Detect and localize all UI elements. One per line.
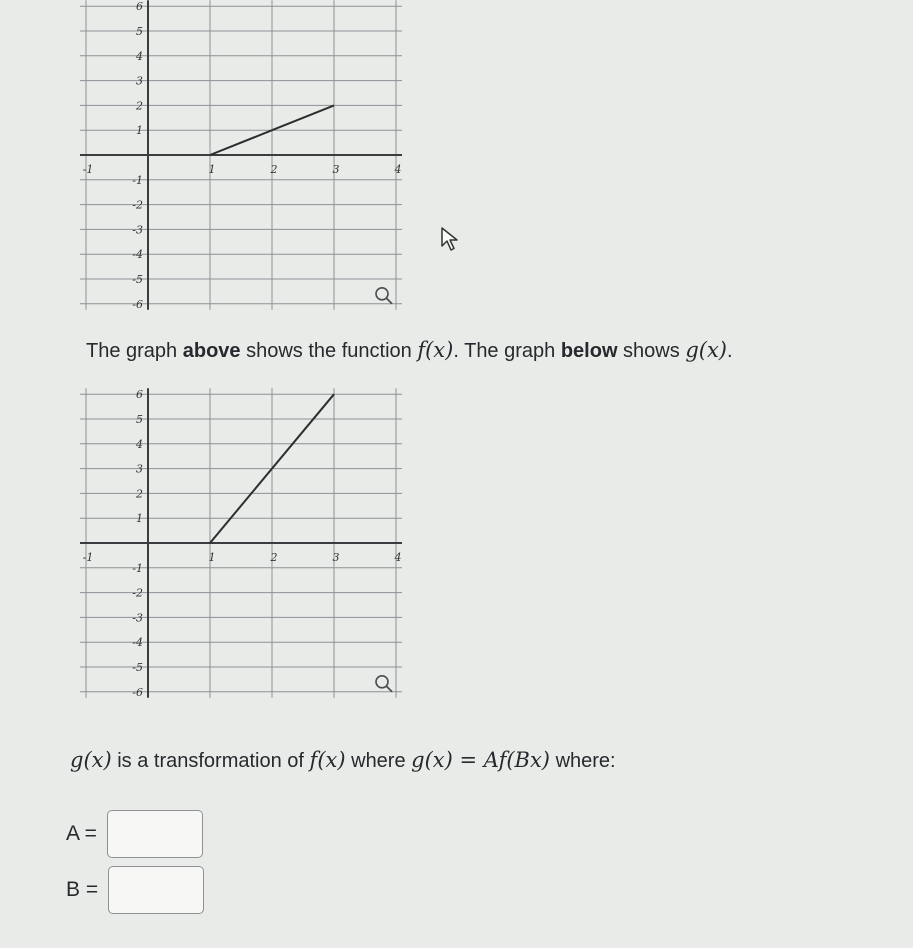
- graph-f-svg: [70, 0, 430, 330]
- a-input[interactable]: [107, 810, 203, 858]
- q-gx: g(x): [70, 748, 112, 772]
- y-tick-label: 2: [136, 99, 143, 113]
- y-tick-label: 1: [136, 124, 143, 138]
- y-tick-label: -6: [132, 297, 143, 311]
- x-tick-label: 3: [332, 163, 340, 176]
- y-tick-label: -3: [132, 223, 143, 237]
- y-tick-label: 5: [136, 25, 143, 38]
- desc-part: The graph: [86, 340, 183, 362]
- x-tick-label: 2: [270, 163, 278, 176]
- magnifier-handle: [386, 686, 392, 692]
- graph-g: [70, 388, 430, 718]
- graph-g-svg: [70, 388, 430, 718]
- y-tick-label: -3: [132, 611, 143, 625]
- desc-part: shows: [617, 340, 686, 362]
- q-fx: f(x): [309, 748, 346, 772]
- desc-below: below: [560, 340, 618, 362]
- y-tick-label: -2: [132, 198, 143, 212]
- y-tick-label: -6: [132, 685, 143, 699]
- y-tick-label: -1: [132, 173, 143, 187]
- desc-above: above: [182, 340, 241, 362]
- y-tick-label: 4: [136, 437, 143, 451]
- y-tick-label: -4: [132, 636, 143, 650]
- y-tick-label: 2: [136, 487, 143, 501]
- y-tick-label: 5: [136, 413, 143, 426]
- answer-row-b: [66, 866, 204, 914]
- desc-gx: g(x): [685, 338, 727, 362]
- x-tick-label: 3: [332, 551, 340, 564]
- y-tick-label: -2: [132, 586, 143, 600]
- y-tick-label: -4: [132, 248, 143, 262]
- x-tick-label: 4: [394, 551, 402, 564]
- mouse-cursor-icon: [440, 226, 462, 257]
- y-tick-label: 3: [136, 462, 143, 476]
- x-tick-label: 1: [208, 163, 216, 176]
- magnifier-icon: [376, 288, 392, 304]
- answer-row-a: [66, 810, 203, 858]
- x-tick-label: 4: [394, 163, 402, 176]
- q-part: where:: [550, 750, 616, 772]
- b-label: B =: [66, 878, 99, 901]
- desc-fx: f(x): [417, 338, 454, 362]
- question-text: [70, 748, 616, 773]
- graph-f: [70, 0, 430, 330]
- x-tick-label: -1: [82, 163, 94, 176]
- y-tick-label: 3: [136, 74, 143, 88]
- a-label: A =: [66, 822, 97, 845]
- b-input[interactable]: [108, 866, 204, 914]
- x-tick-label: 2: [270, 551, 278, 564]
- description-text: [86, 338, 733, 363]
- y-tick-label: -1: [132, 561, 143, 575]
- desc-part: .: [726, 340, 733, 362]
- y-tick-label: 1: [136, 512, 143, 526]
- y-tick-label: 4: [136, 49, 143, 63]
- q-equation: g(x) = Af(Bx): [411, 748, 551, 772]
- x-tick-label: -1: [82, 551, 94, 564]
- magnifier-icon: [376, 676, 392, 692]
- y-tick-label: -5: [132, 273, 143, 286]
- y-tick-label: -5: [132, 661, 143, 674]
- q-part: is a transformation of: [111, 750, 310, 772]
- x-tick-label: 1: [208, 551, 216, 564]
- desc-part: . The graph: [453, 340, 561, 362]
- desc-part: shows the function: [240, 340, 418, 362]
- q-part: where: [345, 750, 412, 772]
- magnifier-handle: [386, 298, 392, 304]
- y-tick-label: 6: [136, 0, 143, 14]
- y-tick-label: 6: [136, 388, 143, 402]
